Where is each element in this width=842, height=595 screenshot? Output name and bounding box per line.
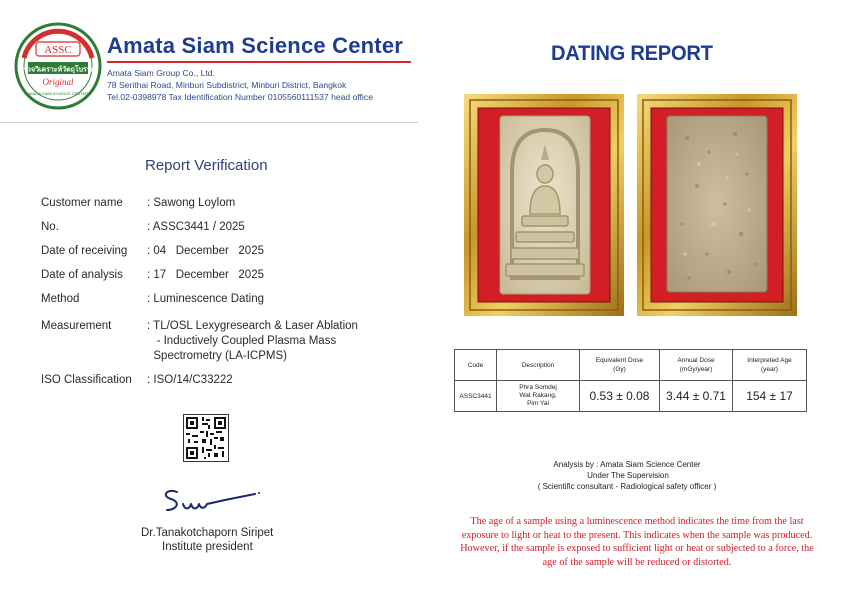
address-line-1: Amata Siam Group Co., Ltd. bbox=[107, 68, 215, 78]
th-annual-dose: Annual Dose (mGy/year) bbox=[660, 350, 733, 381]
brand-underline bbox=[107, 61, 411, 63]
amulet-back-photo bbox=[637, 94, 797, 316]
logo-ring-text: AMATA SIAM SCIENCE CENTER bbox=[27, 91, 89, 96]
label-report-no: No. bbox=[41, 221, 59, 233]
value-customer-name: : Sawong Loylom bbox=[147, 197, 236, 209]
signatory-title: Institute president bbox=[162, 541, 253, 553]
cell-age: 154 ± 17 bbox=[733, 381, 807, 412]
age-disclaimer: The age of a sample using a luminescence method indicates the time from the last exposure to light or heat to the present. This indicates when the sample was produced. However, if the sample is exposed to sufficient light or heat or subjected to a force, the age of the sample will be reduced or distorted. bbox=[460, 516, 814, 568]
amulet-front-photo bbox=[464, 94, 624, 316]
logo-thai-band: ตรวจวิเคราะห์วัตถุโบราณ bbox=[18, 65, 98, 74]
signatory-name: Dr.Tanakotchaporn Siripet bbox=[141, 527, 274, 539]
value-method: : Luminescence Dating bbox=[147, 293, 264, 305]
label-customer-name: Customer name bbox=[41, 197, 123, 209]
label-method: Method bbox=[41, 293, 80, 305]
label-measurement: Measurement bbox=[41, 320, 112, 332]
results-table bbox=[454, 349, 807, 412]
verification-title: Report Verification bbox=[145, 157, 268, 174]
logo-banner: Original bbox=[42, 77, 74, 87]
table-row bbox=[455, 381, 807, 412]
qr-code-icon bbox=[184, 415, 228, 461]
header-divider bbox=[0, 122, 418, 123]
company-name: Amata Siam Science Center bbox=[107, 33, 404, 58]
cell-description: Phra Somdej Wat Rakang, Pim Yai bbox=[497, 381, 580, 412]
th-interpreted-age: Interpreted Age (year) bbox=[733, 350, 807, 381]
cell-equivalent-dose: 0.53 ± 0.08 bbox=[580, 381, 660, 412]
th-equivalent-dose: Equivalent Dose (Gy) bbox=[580, 350, 660, 381]
analysis-consultant: ( Scientific consultant - Radiological safety officer ) bbox=[537, 482, 717, 491]
cell-annual-dose: 3.44 ± 0.71 bbox=[660, 381, 733, 412]
label-date-receiving: Date of receiving bbox=[41, 245, 128, 257]
th-description: Description bbox=[497, 350, 580, 381]
address-line-2: 78 Serithai Road, Minburi Subdistrict, Minburi District, Bangkok bbox=[107, 80, 347, 90]
address-line-3: Tel.02-0398978 Tax Identification Number 0105560111537 head office bbox=[107, 92, 373, 102]
table-header-row bbox=[455, 350, 807, 381]
label-iso-classification: ISO Classification bbox=[41, 374, 132, 386]
value-iso-classification: : ISO/14/C33222 bbox=[147, 374, 233, 386]
value-date-analysis: : 17 December 2025 bbox=[147, 269, 264, 281]
amata-logo bbox=[14, 22, 102, 110]
signature bbox=[155, 484, 265, 518]
report-title: DATING REPORT bbox=[551, 42, 713, 65]
qr-code[interactable] bbox=[183, 414, 229, 462]
th-code: Code bbox=[455, 350, 497, 381]
cell-code: ASSC3441 bbox=[455, 381, 497, 412]
analysis-by: Analysis by : Amata Siam Science Center bbox=[553, 460, 701, 469]
value-date-receiving: : 04 December 2025 bbox=[147, 245, 264, 257]
value-report-no: : ASSC3441 / 2025 bbox=[147, 221, 245, 233]
logo-abbr: ASSC bbox=[44, 44, 72, 56]
analysis-supervision: Under The Supervision bbox=[587, 471, 669, 480]
label-date-analysis: Date of analysis bbox=[41, 269, 123, 281]
value-measurement: : TL/OSL Lexygresearch & Laser Ablation - Inductively Coupled Plasma Mass Spectrometry (LA-ICPMS) bbox=[147, 320, 358, 362]
